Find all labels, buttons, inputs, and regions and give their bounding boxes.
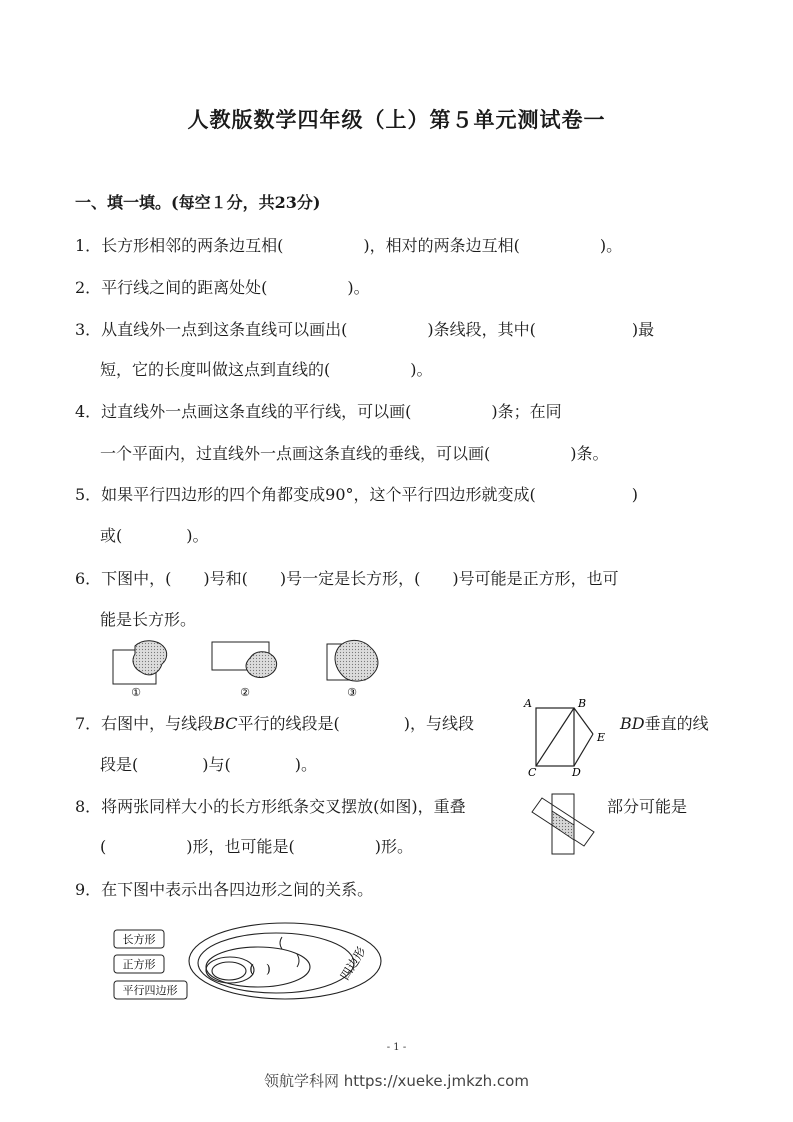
- question-6-line-1: 6．下图中，( )号和( )号一定是长方形，( )号可能是正方形，也可: [75, 569, 619, 588]
- label-quadrilateral: 四边形: [337, 944, 369, 983]
- point-d-label: D: [572, 766, 581, 779]
- figure-1-label: ①: [131, 686, 141, 699]
- point-b-label: B: [578, 697, 587, 710]
- question-7-line-1-right: [620, 711, 709, 734]
- question-1: 1．长方形相邻的两条边互相( )，相对的两条边互相( )。: [75, 236, 623, 255]
- segment-bd: BD: [620, 714, 645, 733]
- point-a-label: A: [524, 697, 532, 710]
- question-5-line-2: 或( )。: [100, 526, 209, 545]
- question-4-line-2: 一个平面内，过直线外一点画这条直线的垂线，可以画( )条。: [100, 444, 609, 463]
- page-title: 人教版数学四年级（上）第５单元测试卷一: [187, 107, 606, 132]
- question-8-figure: [528, 792, 598, 856]
- figure-2-label: ②: [240, 686, 250, 699]
- box-parallelogram: 平行四边形: [122, 984, 178, 997]
- question-7-text-a: 7．右图中，与线段: [75, 714, 214, 733]
- question-7-text-b: 平行的线段是( )，与线段: [237, 714, 474, 733]
- question-6-line-2: 能是长方形。: [100, 610, 197, 629]
- question-8-line-1: 8．将两张同样大小的长方形纸条交叉摆放(如图)，重叠: [75, 797, 466, 816]
- question-7-line-1: [75, 711, 474, 734]
- point-c-label: C: [528, 766, 537, 779]
- question-8-line-2: ( )形，也可能是( )形。: [100, 837, 413, 856]
- question-4-line-1: 4．过直线外一点画这条直线的平行线，可以画( )条；在同: [75, 402, 562, 421]
- point-e-label: E: [597, 731, 606, 744]
- figure-2: [212, 642, 277, 699]
- footer-website: 领航学科网 https://xueke.jmkzh.com: [264, 1072, 529, 1090]
- question-3-line-2: 短，它的长度叫做这点到直线的( )。: [100, 360, 433, 379]
- question-3-line-1: 3．从直线外一点到这条直线可以画出( )条线段，其中( )最: [75, 320, 655, 339]
- page-number: - 1 -: [386, 1042, 407, 1053]
- question-7-text-c: 垂直的线: [644, 714, 709, 733]
- question-9-figure: [110, 915, 390, 1005]
- figure-3-label: ③: [347, 686, 357, 699]
- question-8-line-1-right: 部分可能是: [607, 797, 688, 816]
- box-square: 正方形: [122, 958, 156, 971]
- question-5-line-1: 5．如果平行四边形的四个角都变成90°，这个平行四边形就变成( ): [75, 485, 639, 504]
- question-6-figures: [105, 636, 395, 700]
- question-7-figure: [520, 694, 610, 782]
- question-9: 9．在下图中表示出各四边形之间的关系。: [75, 880, 374, 899]
- question-2: 2．平行线之间的距离处处( )。: [75, 278, 370, 297]
- question-7-line-2: 段是( )与( )。: [100, 755, 317, 774]
- blank-paren-inner: ( ): [249, 962, 271, 976]
- segment-bc: BC: [213, 714, 238, 733]
- figure-3: [327, 640, 378, 699]
- box-rectangle: 长方形: [122, 933, 156, 946]
- section-heading: 一、填一填。(每空１分，共23分): [75, 193, 321, 212]
- figure-1: [113, 641, 167, 699]
